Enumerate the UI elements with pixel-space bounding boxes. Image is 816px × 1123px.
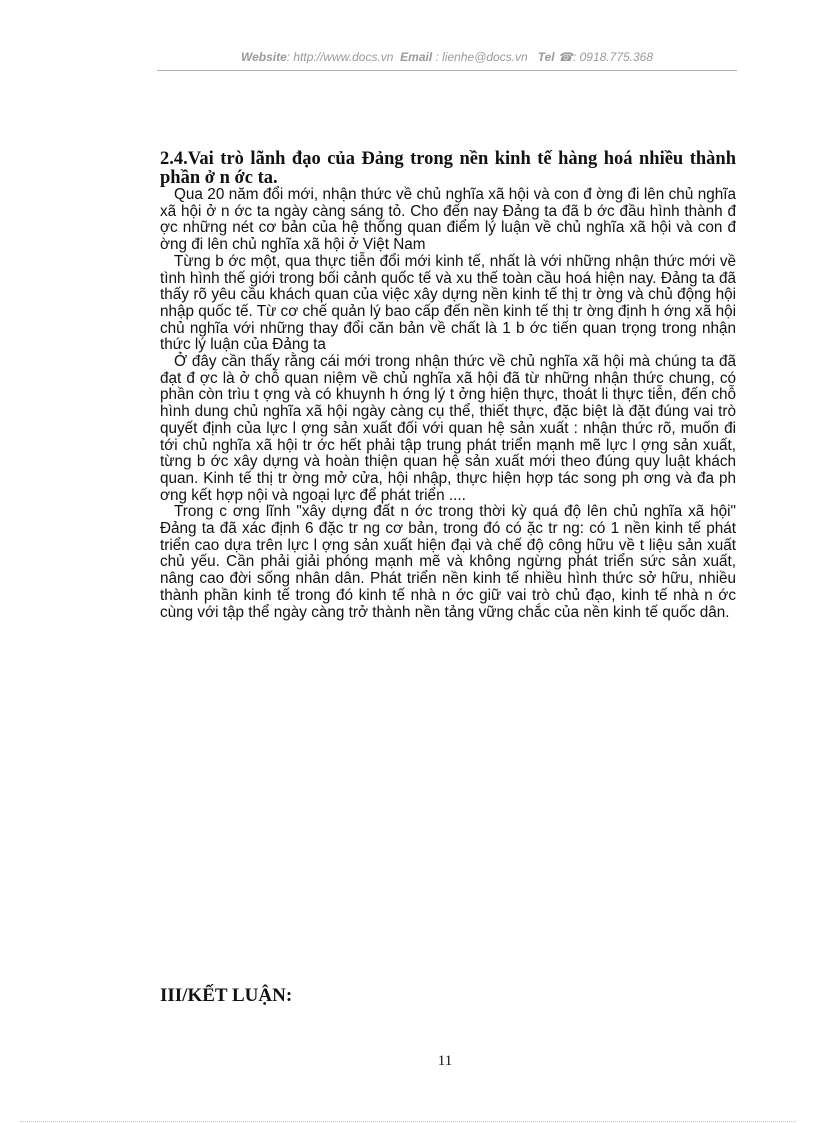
conclusion-heading: III/KẾT LUẬN: [160, 985, 293, 1006]
website-value: : http://www.docs.vn [286, 50, 394, 64]
body-text [160, 187, 736, 621]
phone-icon: ☎ [558, 50, 573, 64]
paragraph: Ở đây cần thấy rằng cái mới trong nhận thức về chủ nghĩa xã hội mà chúng ta đã đạt đ ợc là ở chỗ quan niệm về chủ nghĩa xã hội đã từ những nhận thức chung, có phần còn trìu t ợng và có khuynh h ớng lý t ởng hiện thực, thoát li thực tiễn, đến chỗ hình dung chủ nghĩa xã hội ngày càng cụ thể, thiết thực, đặc biệt là đặt đúng vai trò quyết định của lực l ợng sản xuất đối với quan hệ sản xuất : nhận thức rõ, muốn đi tới chủ nghĩa xã hội tr ớc hết phải tập trung phát triển mạnh mẽ lực l ợng sản xuất, từng b ớc xây dựng và hoàn thiện quan hệ sản xuất mới theo đúng quy luật khách quan. Kinh tế thị tr ờng mở cửa, hội nhập, thực hiện hợp tác song ph ơng và đa ph ơng kết hợp nội và ngoại lực để phát triển .... [160, 353, 736, 504]
website-label: Website [240, 50, 287, 64]
email-value: : lienhe@docs.vn [435, 50, 528, 64]
header-divider [157, 70, 737, 71]
paragraph: Từng b ớc một, qua thực tiễn đổi mới kinh tế, nhất là với những nhận thức mới về tình hình thế giới trong bối cảnh quốc tế và xu thế toàn cầu hoá hiện nay. Đảng ta đã thấy rõ yêu cầu khách quan của việc xây dựng nền kinh tế thị tr ờng và chủ động hội nhập quốc tế. Từ cơ chế quản lý bao cấp đến nền kinh tế thị tr ờng định h ớng xã hội chủ nghĩa với những thay đổi căn bản về chất là 1 b ớc tiến quan trọng trong nhận thức lý luận của Đảng ta [160, 252, 736, 354]
paragraph: Trong c ơng lĩnh "xây dựng đất n ớc trong thời kỳ quá độ lên chủ nghĩa xã hội" Đảng ta đã xác định 6 đặc tr ng cơ bản, trong đó có ặc tr ng: có 1 nền kinh tế phát triển cao dựa trên lực l ợng sản xuất hiện đại và chế độ công hữu về t liệu sản xuất chủ yếu. Cần phải giải phóng mạnh mẽ và không ngừng phát triển sức sản xuất, nâng cao đời sống nhân dân. Phát triển nền kinh tế nhiều hình thức sở hữu, nhiều thành phần kinh tế trong đó kinh tế nhà n ớc giữ vai trò chủ đạo, kinh tế nhà n ớc cùng với tập thể ngày càng trở thành nền tảng vững chắc của nền kinh tế quốc dân. [160, 503, 736, 621]
tel-value: : 0918.775.368 [572, 50, 654, 64]
bottom-divider [20, 1121, 796, 1122]
page-header [157, 50, 737, 64]
page-number: 11 [437, 1053, 453, 1069]
paragraph: Qua 20 năm đổi mới, nhận thức về chủ nghĩa xã hội và con đ ờng đi lên chủ nghĩa xã hội ở n ớc ta ngày càng sáng tỏ. Cho đến nay Đảng ta đã b ớc đầu hình thành đ ợc những nét cơ bản của hệ thống quan điểm lý luận về chủ nghĩa xã hội và con đ ờng đi lên chủ nghĩa xã hội ở Việt Nam [160, 186, 736, 254]
tel-label: Tel [537, 50, 555, 64]
email-label: Email [400, 50, 433, 64]
section-title: 2.4.Vai trò lãnh đạo của Đảng trong nền kinh tế hàng hoá nhiều thành phần ở n ớc ta. [160, 149, 736, 188]
